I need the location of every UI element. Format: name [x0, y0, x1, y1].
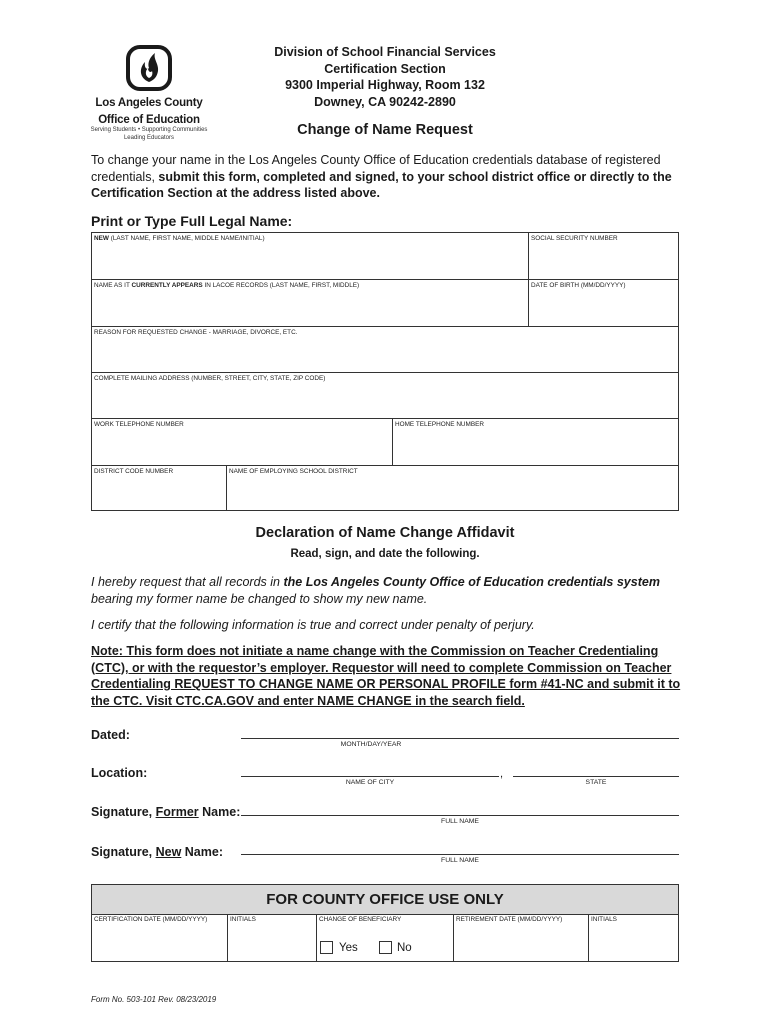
signature-former-label [91, 805, 240, 819]
logo-name-2: Office of Education [98, 114, 200, 126]
address-line-2: Certification Section [324, 61, 446, 76]
address-line-4: Downey, CA 90242-2890 [314, 94, 456, 109]
initials-label-2: INITIALS [591, 916, 617, 923]
intro-bold: submit this form, completed and signed, to your school district office or directly to the Certification Section at the address listed above. [91, 169, 672, 200]
reason-field[interactable] [92, 327, 678, 373]
office-use-title: FOR COUNTY OFFICE USE ONLY [92, 885, 678, 915]
form-title: Change of Name Request [297, 122, 473, 138]
declaration-paragraph-2: I certify that the following information is true and correct under penalty of perjury. [91, 618, 535, 632]
mailing-address-field[interactable] [92, 373, 678, 419]
intro-text: To change your name in the Los Angeles County Office of Education credentials database of registered credentials, [91, 153, 661, 184]
declaration-subheading: Read, sign, and date the following. [290, 548, 480, 560]
new-name-label: (LAST NAME, FIRST NAME, MIDDLE NAME/INITIAL) [108, 235, 265, 242]
address-line-1: Division of School Financial Services [274, 45, 496, 59]
logo-tagline-2: Leading Educators [123, 135, 175, 141]
lacoe-logo [84, 44, 214, 144]
logo-name: Los Angeles County [95, 97, 203, 109]
retirement-date-label: RETIREMENT DATE (MM/DD/YYYY) [456, 916, 563, 923]
ctc-note: Note: This form does not initiate a name change with the Commission on Teacher Credentialing (CTC), or with the requestor’s employer. Requestor will need to complete Commission on Teacher Credentialing REQUEST TO CHANGE NAME OR PERSONAL PROFILE form #41-NC and submit it to the CTC. Visit CTC.CA.GOV and enter NAME CHANGE in the search field. [91, 644, 681, 708]
flame-emblem-icon [125, 44, 173, 92]
state-line[interactable] [513, 776, 679, 777]
initials-field-2[interactable] [589, 914, 678, 961]
cert-date-label: CERTIFICATION DATE (MM/DD/YYYY) [94, 916, 208, 923]
full-name-caption-2: FULL NAME [441, 857, 479, 864]
mailing-address-label: COMPLETE MAILING ADDRESS (NUMBER, STREET, CITY, STATE, ZIP CODE) [94, 375, 326, 382]
beneficiary-label: CHANGE OF BENEFICIARY [319, 916, 402, 923]
state-caption: STATE [585, 779, 607, 786]
location-comma: , [500, 768, 504, 780]
sig-new-pre: Signature, [91, 845, 156, 859]
yes-checkbox[interactable] [320, 941, 333, 954]
work-phone-label: WORK TELEPHONE NUMBER [94, 421, 184, 428]
county-office-use-box [91, 884, 679, 962]
sig-new-post: Name: [181, 845, 223, 859]
declaration-paragraph-1 [91, 574, 681, 607]
reason-label: REASON FOR REQUESTED CHANGE - MARRIAGE, DIVORCE, ETC. [94, 329, 298, 336]
current-name-label-bold: CURRENTLY APPEARS [131, 282, 203, 289]
city-line[interactable] [241, 776, 499, 777]
district-code-label: DISTRICT CODE NUMBER [94, 468, 174, 475]
signature-former-line[interactable] [241, 815, 679, 816]
beneficiary-field [317, 914, 454, 961]
signature-new-line[interactable] [241, 854, 679, 855]
full-name-caption-1: FULL NAME [441, 818, 479, 825]
new-name-label-bold: NEW [94, 235, 109, 242]
sig-former-pre: Signature, [91, 805, 156, 819]
home-phone-field[interactable] [393, 419, 678, 466]
current-name-label-pre: NAME AS IT [94, 282, 132, 289]
dated-caption: MONTH/DAY/YEAR [340, 741, 402, 748]
cert-date-field[interactable] [92, 914, 228, 961]
location-label: Location: [91, 766, 148, 780]
dob-label: DATE OF BIRTH (MM/DD/YYYY) [531, 282, 626, 289]
section-heading: Print or Type Full Legal Name: [91, 213, 293, 229]
logo-tagline-1: Serving Students • Supporting Communities [90, 127, 208, 133]
yes-label: Yes [339, 942, 358, 954]
district-name-field[interactable] [227, 466, 678, 510]
intro-paragraph [91, 152, 681, 202]
initials-field-1[interactable] [228, 914, 317, 961]
current-name-label-post: IN LACOE RECORDS (LAST NAME, FIRST, MIDDLE) [202, 282, 360, 289]
dated-label: Dated: [91, 728, 130, 742]
work-phone-field[interactable] [92, 419, 393, 466]
sig-former-underlined: Former [155, 805, 199, 819]
new-name-field[interactable] [92, 233, 529, 280]
decl-p1-post: bearing my former name be changed to show my new name. [91, 591, 428, 606]
no-label: No [397, 942, 412, 954]
city-caption: NAME OF CITY [345, 779, 395, 786]
current-name-field[interactable] [92, 280, 529, 327]
district-name-label: NAME OF EMPLOYING SCHOOL DISTRICT [229, 468, 358, 475]
district-code-field[interactable] [92, 466, 227, 510]
ssn-label: SOCIAL SECURITY NUMBER [531, 235, 618, 242]
ssn-field[interactable] [529, 233, 678, 280]
dated-line[interactable] [241, 738, 679, 739]
declaration-heading: Declaration of Name Change Affidavit [255, 525, 515, 541]
sig-new-underlined: New [155, 845, 182, 859]
decl-p1-pre: I hereby request that all records in [91, 575, 284, 589]
home-phone-label: HOME TELEPHONE NUMBER [395, 421, 485, 428]
decl-p1-bold: the Los Angeles County Office of Education credentials system [283, 575, 660, 589]
retirement-date-field[interactable] [454, 914, 589, 961]
dob-field[interactable] [529, 280, 678, 327]
sig-former-post: Name: [198, 805, 241, 819]
address-line-3: 9300 Imperial Highway, Room 132 [285, 78, 485, 92]
signature-new-label [91, 845, 223, 859]
name-info-grid [91, 232, 679, 511]
form-number: Form No. 503-101 Rev. 08/23/2019 [91, 995, 217, 1004]
no-checkbox[interactable] [379, 941, 392, 954]
office-address [230, 44, 540, 110]
initials-label-1: INITIALS [230, 916, 256, 923]
